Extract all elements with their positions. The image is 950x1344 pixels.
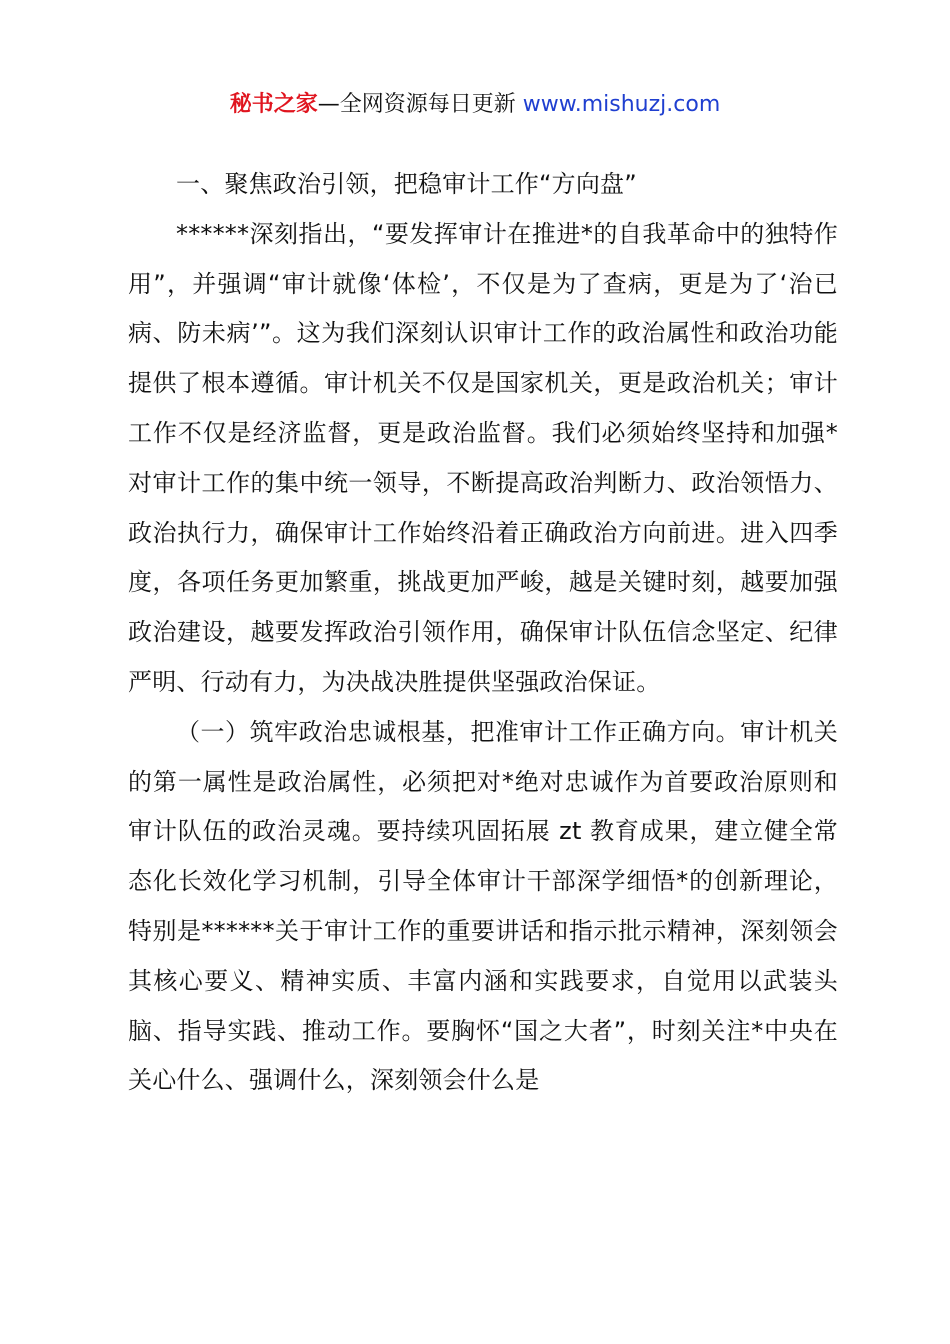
site-header	[0, 88, 950, 122]
site-tagline: —全网资源每日更新	[317, 92, 523, 117]
site-brand: 秘书之家	[229, 92, 318, 117]
body-paragraph-2: （一）筑牢政治忠诚根基，把准审计工作正确方向。审计机关的第一属性是政治属性，必须把对*绝对忠诚作为首要政治原则和审计队伍的政治灵魂。要持续巩固拓展 zt 教育成果，建立健全常态化长效化学习机制，引导全体审计干部深学细悟*的创新理论，特别是******关于审计工作的重要讲话和指示批示精神，深刻领会其核心要义、精神实质、丰富内涵和实践要求，自觉用以武装头脑、指导实践、推动工作。要胸怀“国之大者”，时刻关注*中央在关心什么、强调什么，深刻领会什么是	[128, 717, 838, 1095]
site-url-link[interactable]: www.mishuzj.com	[522, 92, 721, 117]
body-paragraph-1: ******深刻指出，“要发挥审计在推进*的自我革命中的独特作用”，并强调“审计就像‘体检’，不仅是为了查病，更是为了‘治已病、防未病’”。这为我们深刻认识审计工作的政治属性和政治功能提供了根本遵循。审计机关不仅是国家机关，更是政治机关；审计工作不仅是经济监督，更是政治监督。我们必须始终坚持和加强*对审计工作的集中统一领导，不断提高政治判断力、政治领悟力、政治执行力，确保审计工作始终沿着正确政治方向前进。进入四季度，各项任务更加繁重，挑战更加严峻，越是关键时刻，越要加强政治建设，越要发挥政治引领作用，确保审计队伍信念坚定、纪律严明、行动有力，为决战决胜提供坚强政治保证。	[128, 219, 838, 696]
section-heading: 一、聚焦政治引领，把稳审计工作“方向盘”	[176, 170, 637, 198]
document-body	[128, 160, 838, 1106]
